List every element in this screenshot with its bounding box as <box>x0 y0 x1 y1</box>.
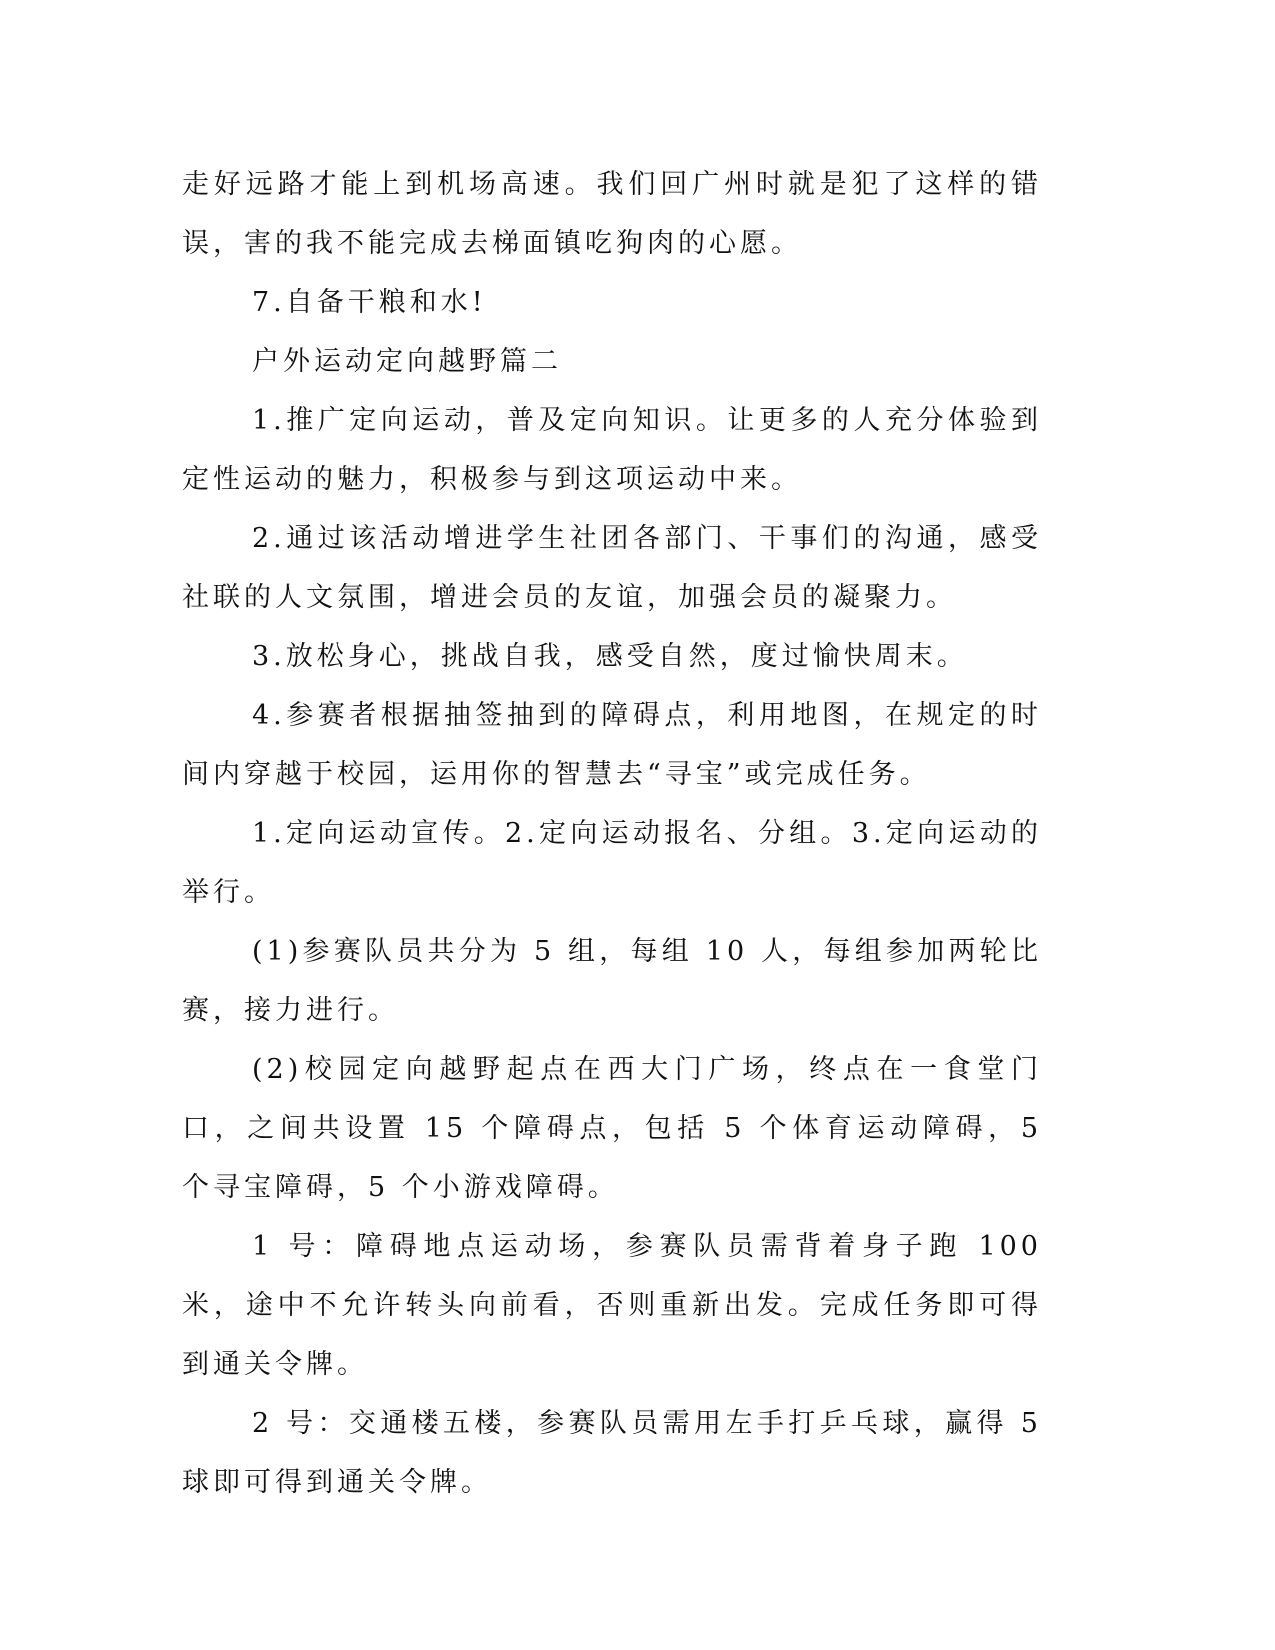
paragraph: 走好远路才能上到机场高速。我们回广州时就是犯了这样的错误，害的我不能完成去梯面镇吃狗肉的心愿。 <box>182 169 1042 259</box>
section-heading: 户外运动定向越野篇二 <box>252 346 562 377</box>
paragraph: 1.定向运动宣传。2.定向运动报名、分组。3.定向运动的举行。 <box>182 818 1042 908</box>
paragraph: 1.推广定向运动，普及定向知识。让更多的人充分体验到定性运动的魅力，积极参与到这项运动中来。 <box>182 405 1042 495</box>
paragraph: (1)参赛队员共分为 5 组，每组 10 人，每组参加两轮比赛，接力进行。 <box>182 936 1042 1026</box>
paragraph: 2.通过该活动增进学生社团各部门、干事们的沟通，感受社联的人文氛围，增进会员的友谊，加强会员的凝聚力。 <box>182 523 1042 613</box>
paragraph: 2 号：交通楼五楼，参赛队员需用左手打乒乓球，赢得 5 球即可得到通关令牌。 <box>182 1408 1042 1498</box>
paragraph: 1 号：障碍地点运动场，参赛队员需背着身子跑 100 米，途中不允许转头向前看，否则重新出发。完成任务即可得到通关令牌。 <box>182 1231 1042 1380</box>
paragraph: 4.参赛者根据抽签抽到的障碍点，利用地图，在规定的时间内穿越于校园，运用你的智慧去“寻宝”或完成任务。 <box>182 700 1042 790</box>
paragraph: 3.放松身心，挑战自我，感受自然，度过愉快周末。 <box>252 641 968 672</box>
document-body <box>182 155 1042 1512</box>
paragraph: (2)校园定向越野起点在西大门广场，终点在一食堂门口，之间共设置 15 个障碍点，包括 5 个体育运动障碍，5 个寻宝障碍，5 个小游戏障碍。 <box>182 1054 1042 1203</box>
paragraph: 7.自备干粮和水! <box>252 287 487 318</box>
